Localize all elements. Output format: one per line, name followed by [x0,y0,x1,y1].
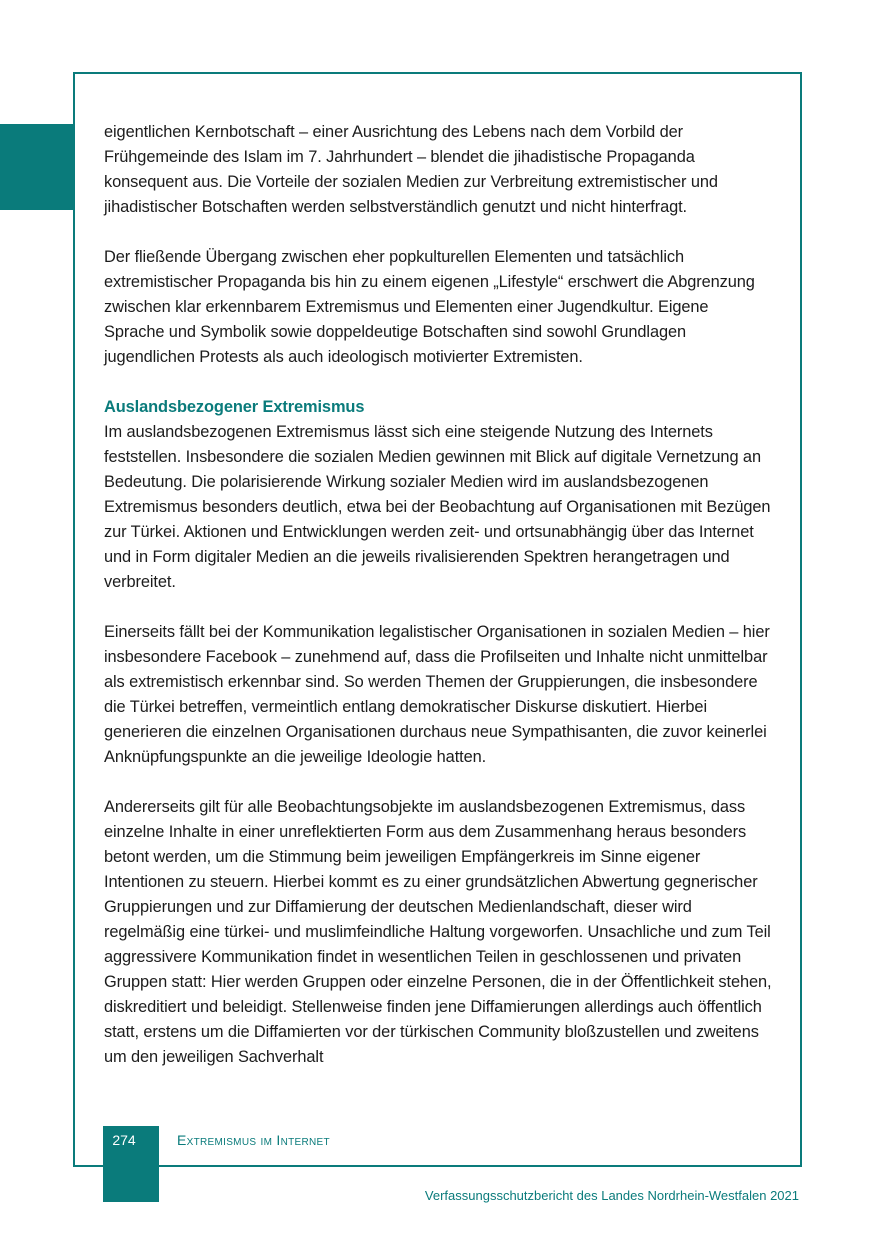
paragraph-2: Der fließende Übergang zwischen eher popkulturellen Elementen und tatsächlich extremistischer Propaganda bis hin zu einem eigenen „Lifestyle“ erschwert die Abgrenzung zwischen klar erkennbarem Extremismus und Elementen einer Jugendkultur. Eigene Sprache und Symbolik sowie doppeldeutige Botschaften sind sowohl Grundlagen jugendlichen Protests als auch ideologisch motivierter Extremisten. [104,248,755,366]
page-number: 274 [112,1132,136,1148]
section-heading: Auslandsbezogener Extremismus [104,398,365,416]
paragraph-3: Im auslandsbezogenen Extremismus lässt sich eine steigende Nutzung des Internets feststellen. Insbesondere die sozialen Medien gewinnen mit Blick auf digitale Vernetzung an Bedeutung. Die polarisierende Wirkung sozialer Medien wird im auslandsbezogenen Extremismus besonders deutlich, etwa bei der Beobachtung auf Organisationen mit Bezügen zur Türkei. Aktionen und Entwicklungen werden zeit- und ortsunabhängig über das Internet und in Form digitaler Medien an die jeweils rivalisierenden Spektren herangetragen und verbreitet. [104,423,771,591]
running-title: Extremismus im Internet [177,1132,330,1148]
paragraph-5: Andererseits gilt für alle Beobachtungsobjekte im auslandsbezogenen Extremismus, dass einzelne Inhalte in einer unreflektierten Form aus dem Zusammenhang heraus besonders betont werden, um die Stimmung beim jeweiligen Empfängerkreis im Sinne eigener Intentionen zu steuern. Hierbei kommt es zu einer grundsätzlichen Abwertung gegnerischer Gruppierungen und zur Diffamierung der deutschen Medienlandschaft, dieser wird regelmäßig eine türkei- und muslimfeindliche Haltung vorgeworfen. Unsachliche und zum Teil aggressivere Kommunikation findet in wesentlichen Teilen in geschlossenen und privaten Gruppen statt: Hier werden Gruppen oder einzelne Personen, die in der Öffentlichkeit stehen, diskreditiert und beleidigt. Stellenweise finden jene Diffamierungen allerdings auch öffentlich statt, erstens um die Diffamierten vor der türkischen Community bloßzustellen und zweitens um den jeweiligen Sachverhalt [104,798,772,1066]
chapter-marker-tab [0,124,74,210]
paragraph-1: eigentlichen Kernbotschaft – einer Ausrichtung des Lebens nach dem Vorbild der Frühgemeinde des Islam im 7. Jahrhundert – blendet die jihadistische Propaganda konsequent aus. Die Vorteile der sozialen Medien zur Verbreitung extremistischer und jihadistischer Botschaften werden selbstverständlich genutzt und nicht hinterfragt. [104,123,718,216]
paragraph-4: Einerseits fällt bei der Kommunikation legalistischer Organisationen in sozialen Medien – hier insbesondere Facebook – zunehmend auf, dass die Profilseiten und Inhalte nicht unmittelbar als extremistisch erkennbar sind. So werden Themen der Gruppierungen, die insbesondere die Türkei betreffen, vermeintlich entlang demokratischer Diskurse diskutiert. Hierbei generieren die einzelnen Organisationen durchaus neue Sympathisanten, die zuvor keinerlei Anknüpfungspunkte an die jeweilige Ideologie hatten. [104,623,770,766]
report-title: Verfassungsschutzbericht des Landes Nordrhein-Westfalen 2021 [424,1188,799,1203]
body-text [104,120,772,1095]
page-number-box [103,1126,159,1202]
